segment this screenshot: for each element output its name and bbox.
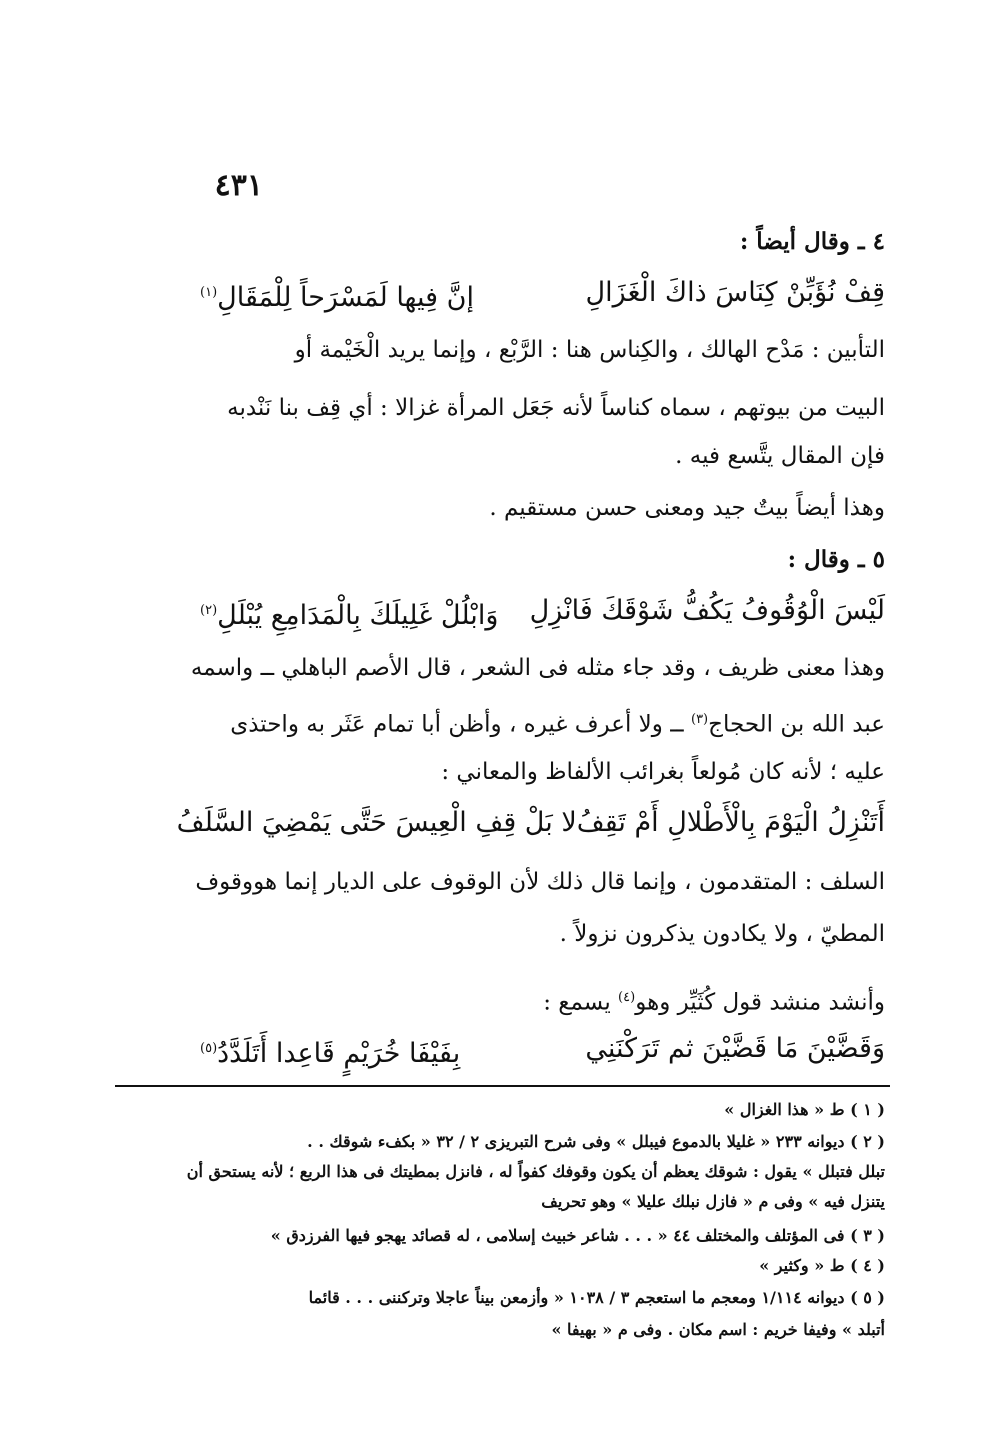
paragraph-1-line-3: فإن المقال يتَّسع فيه .	[675, 443, 885, 469]
verse-4	[200, 1026, 885, 1077]
verse-2-first-hemistich: لَيْسَ الْوُقُوفُ يَكُفُّ شَوْقَكَ فَانْزِلِ	[529, 595, 885, 626]
paragraph-5-start: وأنشد منشد قول كُثَيِّر وهو	[635, 989, 885, 1016]
footnote-ref-3: (٣)	[690, 712, 709, 727]
paragraph-1-line-1: التأبين : مَدْح الهالك ، والكِناس هنا : الرَّبْع ، وإنما يريد الْخَيْمة أو	[294, 337, 885, 363]
footnote-1: ( ١ ) ط « هذا الغزال »	[724, 1100, 885, 1119]
footnote-2-line-2: تبلل فتبلل » يقول : شوقك يعظم أن يكون وقوفك كفواً له ، فانزل بمطيتك فى هذا الربع ؛ لأنه يستحق أن	[186, 1162, 885, 1181]
footnote-5-line-2: أتبلد » وفيفا خريم : اسم مكان . وفى م « بهيفا »	[551, 1320, 885, 1339]
verse-3	[176, 800, 885, 846]
section-4-heading: ٤ ـ وقال أيضاً :	[739, 228, 885, 255]
verse-1-second-hemistich	[200, 270, 474, 321]
footnote-2-line-1: ( ٢ ) ديوانه ٢٣٣ « غليلا بالدموع فيبلل » وفى شرح التبريزى ٢ / ٣٢ « بكفء شوقك . .	[307, 1132, 885, 1151]
paragraph-4-line-2: المطيّ ، ولا يكادون يذكرون نزولاً .	[559, 921, 885, 947]
paragraph-4-line-1: السلف : المتقدمون ، وإنما قال ذلك لأن الوقوف على الديار إنما هووقوف	[195, 869, 885, 895]
verse-1-first-hemistich: قِفْ نُؤَبِّنْ كِنَاسَ ذاكَ الْغَزَالِ	[585, 277, 885, 308]
paragraph-3-line-2	[115, 700, 885, 745]
verse-1-second-text: إنَّ فِيها لَمَسْرَحاً لِلْمَقَالِ	[217, 282, 474, 313]
paragraph-5	[115, 978, 885, 1023]
footnote-2-line-3: يتنزل فيه » وفى م « فازل نبلك عليلا » وهو تحريف	[541, 1192, 885, 1211]
footnote-5-line-1: ( ٥ ) ديوانه ١/١١٤ ومعجم ما استعجم ٣ / ١٠٣٨ « وأزمعن بيناً عاجلا وتركننى . . . قائما	[308, 1288, 885, 1307]
paragraph-3-line-3: عليه ؛ لأنه كان مُولعاً بغرائب الألفاظ والمعاني :	[441, 759, 885, 785]
paragraph-5-end: يسمع :	[543, 989, 611, 1016]
verse-3-first-hemistich: أَتَنْزِلُ الْيَوْمَ بِالْأَطْلالِ أَمْ تَقِفُ	[576, 807, 885, 838]
footnote-3: ( ٣ ) فى المؤتلف والمختلف ٤٤ « . . . شاعر خبيث إسلامى ، له قصائد يهجو فيها الفرزدق »	[270, 1226, 885, 1245]
verse-2	[200, 588, 885, 639]
verse-1	[200, 270, 885, 321]
verse-2-second-hemistich	[200, 588, 498, 639]
verse-2-second-text: وَابْلُلْ غَلِيلَكَ بِالْمَدَامِعِ يُبْلَلِ	[217, 600, 499, 631]
verse-3-second-hemistich: لا بَلْ قِفِ الْعِيسَ حَتَّى يَمْضِيَ السَّلَفُ	[176, 807, 577, 838]
footnote-ref-1: (١)	[200, 285, 218, 300]
verse-4-first-hemistich: وَقَضَّيْنَ مَا قَضَّيْنَ ثم تَرَكْنَنِي	[585, 1033, 885, 1064]
paragraph-3-line-2-end: ــ ولا أعرف غيره ، وأظن أبا تمام عَثَر به واحتذى	[230, 711, 684, 738]
footnote-ref-2: (٢)	[200, 603, 218, 618]
footnote-divider	[115, 1085, 890, 1087]
paragraph-3-line-1: وهذا معنى ظريف ، وقد جاء مثله فى الشعر ، قال الأصم الباهلي ــ واسمه	[190, 655, 885, 681]
verse-4-second-hemistich	[200, 1026, 460, 1077]
section-5-heading: ٥ ـ وقال :	[787, 546, 885, 573]
footnote-ref-4: (٤)	[618, 990, 636, 1005]
paragraph-3-line-2-start: عبد الله بن الحجاج	[708, 711, 885, 738]
page-number: ٤٣١	[214, 168, 263, 203]
footnote-ref-5: (٥)	[200, 1041, 218, 1056]
footnote-4: ( ٤ ) ط « وكثير »	[759, 1256, 885, 1275]
verse-4-second-text: بِفَيْفَا خُرَيْمٍ قَاعِدا أَتَلَدَّدُ	[217, 1038, 461, 1069]
paragraph-2: وهذا أيضاً بيتٌ جيد ومعنى حسن مستقيم .	[489, 495, 885, 521]
paragraph-1-line-2: البيت من بيوتهم ، سماه كناساً لأنه جَعَل المرأة غزالا : أي قِف بنا نَنْدبه	[227, 395, 885, 421]
